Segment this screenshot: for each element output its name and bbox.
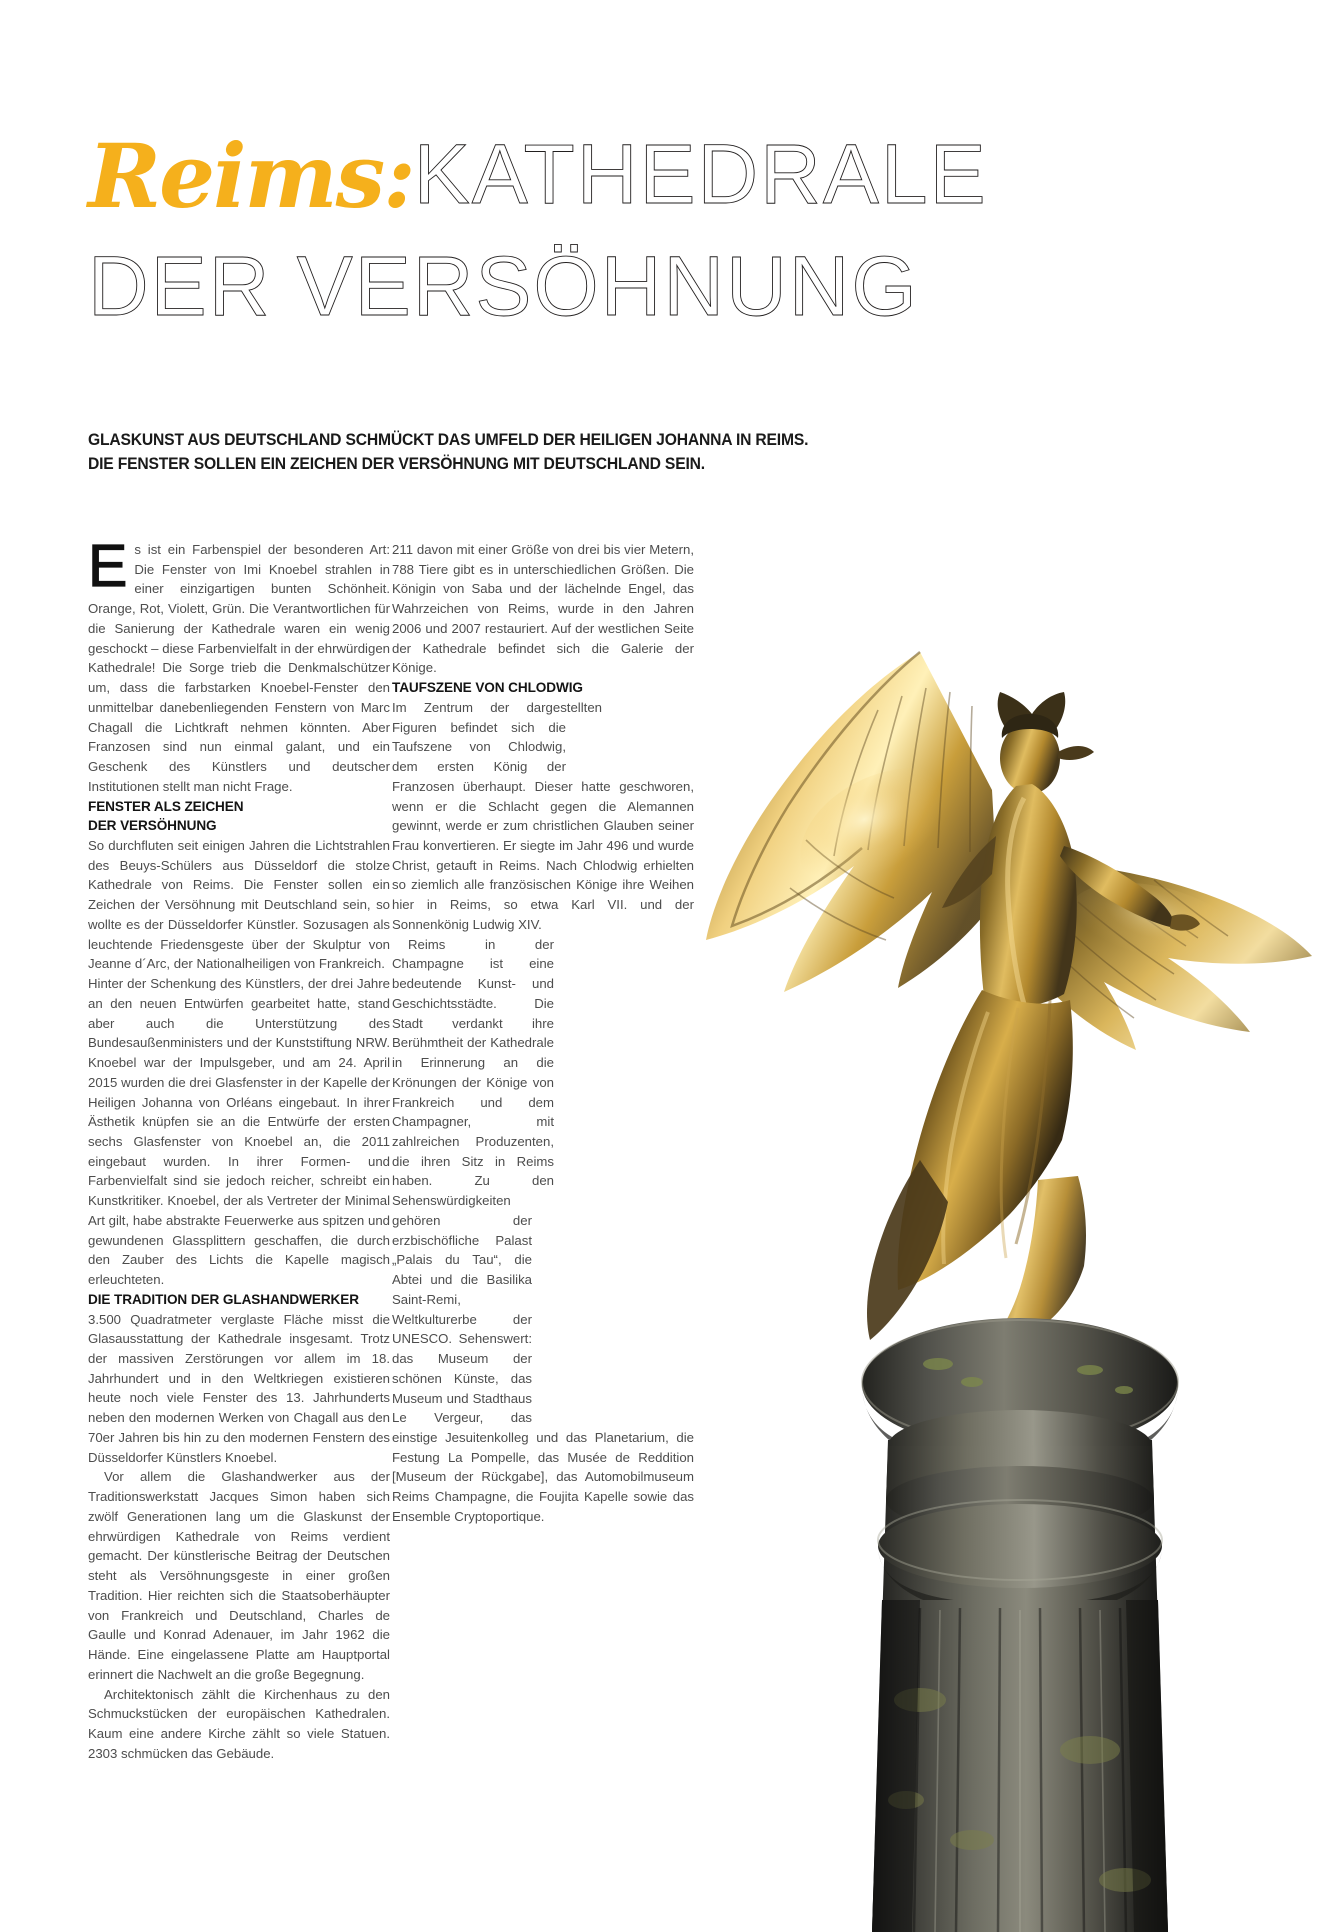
champagne-text: Reims in der Champagne ist eine bedeutende Kunst- und Geschichtsstädte. Die Stadt verdankt ihre Berühmtheit der Kathedrale in Erinnerung an die Krönungen der Könige von Frankreich und dem Champagner, mit zahlreichen Produzenten, die ihren Sitz in Reims haben. Zu den Sehenswürdigkeiten gehören der erzbischöfliche Palast „Palais du Tau“, die Abtei und die Basilika Saint-Remi, Weltkulturerbe der UNESCO. Sehenswert: das Museum der schönen Künste, das Museum und Stadthaus Le Vergeur, das einstige Jesuitenkolleg und das Planetarium, die Festung La Pompelle, das Musée de Reddition [Museum der Rückgabe], das Automobilmuseum Reims Champagne, die Foujita Kapelle sowie das Ensemble Cryptoportique. — [392, 936, 694, 1524]
paragraph-tradition-1: 3.500 Quadratmeter verglaste Fläche misst die Glasausstattung der Kathedrale insgesamt. Trotz der massiven Zerstörungen vor allem im 18. Jahrhundert und in den Weltkriegen existieren heute noch viele Fenster des 13. Jahrhunderts neben den modernen Werken von Chagall aus den 70er Jahren bis hin zu den modernen Fenstern des Düsseldorfer Künstlers Knoebel. — [88, 1311, 390, 1465]
statue-illustration — [620, 640, 1326, 1932]
wrap-notch — [598, 1153, 694, 1173]
page-title — [88, 124, 1238, 333]
wrap-notch — [576, 973, 694, 993]
kicker-line-1: GLASKUNST AUS DEUTSCHLAND SCHMÜCKT DAS UMFELD DER HEILIGEN JOHANNA IN REIMS. — [88, 431, 809, 449]
drop-cap: E — [88, 533, 128, 599]
statue-photo — [620, 640, 1326, 1932]
paragraph-intro — [88, 533, 390, 797]
heading-line-2: DER VERSÖHNUNG — [88, 818, 217, 834]
kicker-line-2: DIE FENSTER SOLLEN EIN ZEICHEN DER VERSÖHNUNG MIT DEUTSCHLAND SEIN. — [88, 455, 705, 474]
title-words-der-versoehnung: DER VERSÖHNUNG — [88, 239, 919, 333]
paragraph-fenster-1: So durchfluten seit einigen Jahren die Lichtstrahlen des Beuys-Schülers aus Düsseldorf die stolze Kathedrale von Reims. Die Fenster sollen ein Zeichen der Versöhnung mit Deutschland sein, so wollte es der Düsseldorfer Künstler. Sozusagen als leuchtende Friedensgeste über der Skulptur von Jeanne d´Arc, der Nationalheiligen von Frankreich. — [88, 837, 390, 972]
intro-text: s ist ein Farbenspiel der besonderen Art: Die Fenster von Imi Knoebel strahlen in einer einzigartigen bunten Schönheit. Orange, Rot, Violett, Grün. Die Verantwortlichen für die Sanierung der Kathedrale waren ein wenig geschockt – diese Farbenvielfalt in der ehrwürdigen Kathedrale! Die Sorge trieb die Denkmalschützer um, dass die farbstarken Knoebel-Fenster den unmittelbar danebenliegenden Fenstern von Marc Chagall die Lichtkraft nehmen könnten. Aber Franzosen sind nun einmal galant, und ein Geschenk des Künstlers und deutscher Institutionen stellt man nicht Frage. — [88, 542, 390, 794]
paragraph-taufszene — [392, 698, 694, 935]
text-column-2 — [392, 540, 694, 1527]
section-heading-tradition: DIE TRADITION DER GLASHANDWERKER — [88, 1291, 359, 1307]
title-script-word: Reims: — [88, 124, 414, 228]
section-heading-fenster — [88, 797, 390, 836]
wrap-notch — [686, 935, 694, 973]
paragraph-champagne — [392, 935, 694, 1527]
wrap-notch — [554, 1193, 694, 1213]
wrap-notch — [642, 1113, 694, 1133]
heading-line-1: FENSTER ALS ZEICHEN — [88, 798, 244, 814]
wrap-notch — [532, 1213, 694, 1413]
wrap-notch — [676, 1053, 694, 1073]
wrap-notch — [654, 1033, 694, 1053]
wrap-notch — [686, 1073, 694, 1093]
wrap-notch — [620, 1133, 694, 1153]
text-column-1 — [88, 533, 390, 1763]
article-kicker — [88, 428, 848, 477]
wrap-notch — [598, 993, 694, 1013]
section-heading-taufszene: TAUFSZENE VON CHLODWIG — [392, 680, 583, 696]
paragraph-tradition-3: Architektonisch zählt die Kirchenhaus zu den Schmuckstücken der europäischen Kathedralen. Kaum eine andere Kirche zählt so viele Statuen. 2303 schmücken das Gebäude. — [88, 1686, 390, 1761]
wrap-notch — [628, 1013, 694, 1033]
title-line-1 — [88, 124, 1238, 236]
title-line-2 — [88, 239, 1238, 333]
title-word-kathedrale: KATHEDRALE — [413, 127, 988, 221]
taufszene-text: Im Zentrum der dargestellten Figuren befindet sich die Taufszene von Chlodwig, dem ersten König der Franzosen überhaupt. Dieser hatte geschworen, wenn er die Schlacht gegen die Alemannen gewinnt, werde er zum christlichen Glauben seiner Frau konvertieren. Er siegte im Jahr 496 und wurde Christ, getauft in Reims. Nach Chlodwig erhielten so ziemlich alle französischen Könige ihre Weihen hier in Reims, so etwa Karl VII. und der Sonnenkönig Ludwig XIV. — [392, 699, 694, 932]
paragraph-fenster-2: Hinter der Schenkung des Künstlers, der drei Jahre an den neuen Entwürfen gearbeitet hatte, stand aber auch die Unterstützung des Bundesaußenministers und der Kunststiftung NRW. Knoebel war der Impulsgeber, und am 24. April 2015 wurden die drei Glasfenster in der Kapelle der Heiligen Johanna von Orléans eingebaut. In ihrer Ästhetik knüpfen sie an die Entwürfe der ersten sechs Glasfenster von Knoebel an, die 2011 eingebaut wurden. In ihrer Formen- und Farbenvielfalt sind sie jedoch reicher, schreibt ein Kunstkritiker. Knoebel, der als Vertreter der Minimal Art gilt, habe abstrakte Feuerwerke aus spitzen und gewundenen Glassplittern geschaffen, die durch den Zauber des Lichts die Kapelle magisch erleuchteten. — [88, 976, 390, 1288]
wrap-notch — [566, 718, 694, 760]
paragraph-statues: 211 davon mit einer Größe von drei bis vier Metern, 788 Tiere gibt es in unterschiedlichen Größen. Die Königin von Saba und der lächelnde Engel, das Wahrzeichen von Reims, wurde in den Jahren 2006 und 2007 restauriert. Auf der westlichen Seite der Kathedrale befindet sich die Galerie der Könige. — [392, 542, 694, 676]
wrap-notch — [576, 1173, 694, 1193]
wrap-notch — [664, 1093, 694, 1113]
column-shaft — [872, 1410, 1168, 1932]
paragraph-tradition-2: Vor allem die Glashandwerker aus der Traditionswerkstatt Jacques Simon haben sich zwölf Generationen lang um die Glaskunst der ehrwürdigen Kathedrale von Reims verdient gemacht. Der künstlerische Beitrag der Deutschen steht als Versöhnungsgeste in einer großen Tradition. Hier reichten sich die Staatsoberhäupter von Frankreich und Deutschland, Charles de Gaulle und Konrad Adenauer, im Jahr 1962 die Hände. Eine eingelassene Platte am Hauptportal erinnert die Nachwelt an die große Begegnung. — [88, 1469, 390, 1682]
wrap-notch — [602, 698, 694, 718]
